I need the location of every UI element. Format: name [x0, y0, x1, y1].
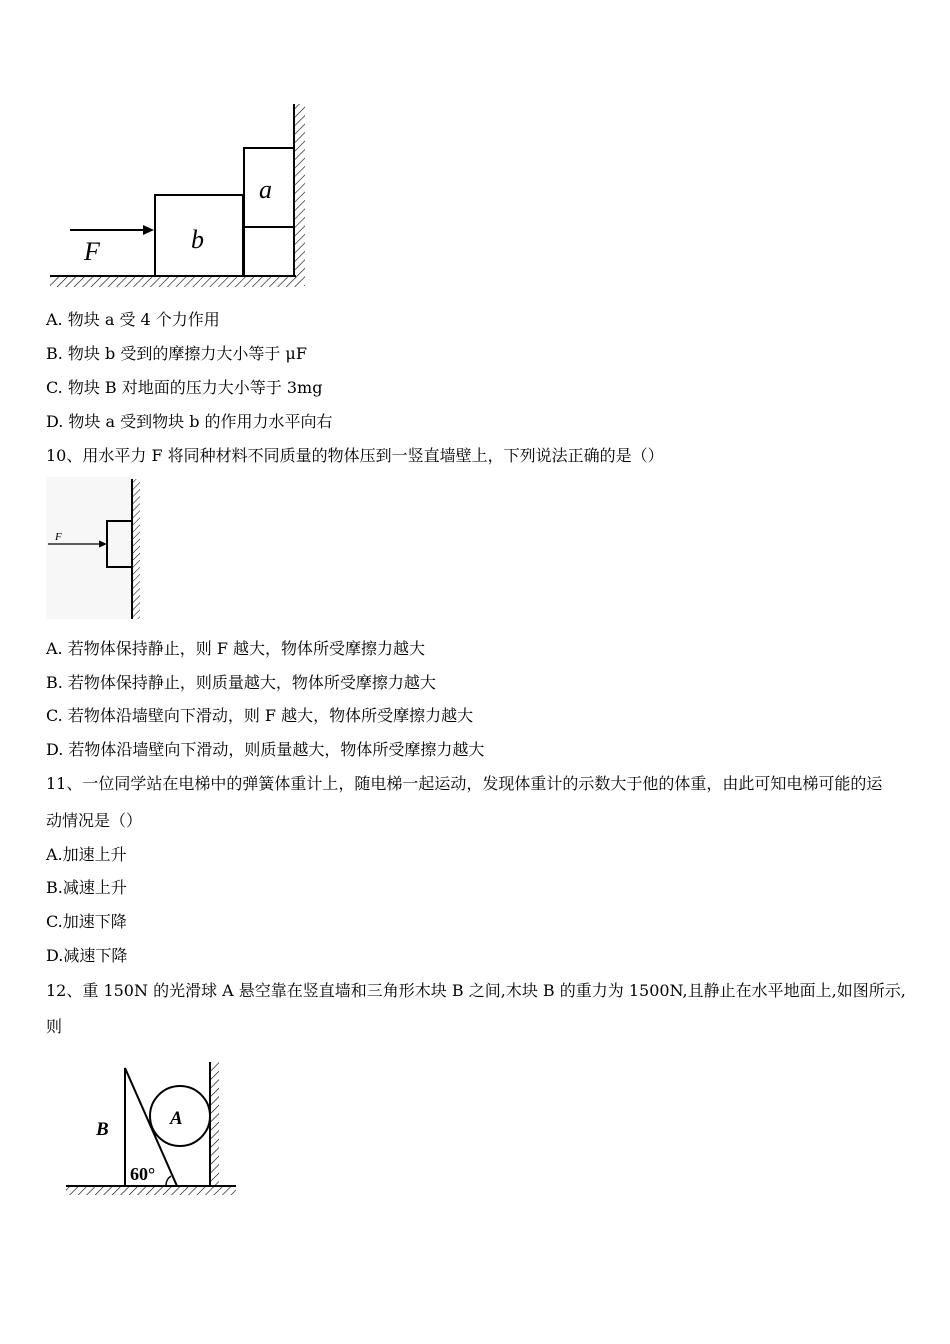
block-support	[244, 227, 294, 276]
q9-option-a: A. 物块 a 受 4 个力作用	[46, 310, 220, 329]
q11-option-c: C.加速下降	[46, 912, 127, 931]
q10-option-c: C. 若物体沿墙壁向下滑动，则 F 越大，物体所受摩擦力越大	[46, 706, 474, 725]
force-label: F	[84, 237, 100, 266]
q12-stem-line2: 则	[46, 1017, 63, 1036]
q9-option-c: C. 物块 B 对地面的压力大小等于 3mg	[46, 378, 323, 397]
q12-stem-line1: 12、重 150N 的光滑球 A 悬空靠在竖直墙和三角形木块 B 之间,木块 B 的重力为 1500N,且静止在水平地面上,如图所示,	[46, 981, 906, 1000]
angle-label: 60°	[130, 1164, 156, 1184]
q10-option-a: A. 若物体保持静止，则 F 越大，物体所受摩擦力越大	[46, 639, 426, 658]
block-b-label: b	[191, 225, 204, 254]
q11-option-a: A.加速上升	[46, 845, 127, 864]
angle-arc	[166, 1176, 171, 1186]
wall-hatch-2	[133, 479, 140, 619]
q10-option-d: D. 若物体沿墙壁向下滑动，则质量越大，物体所受摩擦力越大	[46, 740, 485, 759]
q11-option-d: D.减速下降	[46, 946, 128, 965]
force-label-2: F	[55, 531, 62, 543]
figure-wall-block	[46, 477, 146, 622]
q11-stem-line2: 动情况是（）	[46, 811, 143, 830]
ball-label: A	[170, 1108, 183, 1129]
q10-option-b: B. 若物体保持静止，则质量越大，物体所受摩擦力越大	[46, 673, 436, 692]
figure-blocks-ab	[40, 100, 360, 300]
wedge-label: B	[96, 1119, 109, 1140]
ground-hatch	[50, 277, 296, 287]
q9-option-b: B. 物块 b 受到的摩擦力大小等于 μF	[46, 344, 307, 363]
block-a-label: a	[259, 175, 272, 204]
q11-stem-line1: 11、一位同学站在电梯中的弹簧体重计上，随电梯一起运动，发现体重计的示数大于他的体重，由此可知电梯可能的运	[46, 774, 883, 793]
q11-option-b: B.减速上升	[46, 878, 127, 897]
force-arrowhead	[143, 225, 154, 235]
figure-ball-wedge	[62, 1058, 252, 1208]
wall-hatch-3	[211, 1062, 219, 1186]
q10-stem: 10、用水平力 F 将同种材料不同质量的物体压到一竖直墙壁上，下列说法正确的是（）	[46, 446, 664, 465]
q9-option-d: D. 物块 a 受到物块 b 的作用力水平向右	[46, 412, 333, 431]
ground-hatch-3	[66, 1187, 236, 1195]
wall-hatch	[295, 104, 305, 286]
